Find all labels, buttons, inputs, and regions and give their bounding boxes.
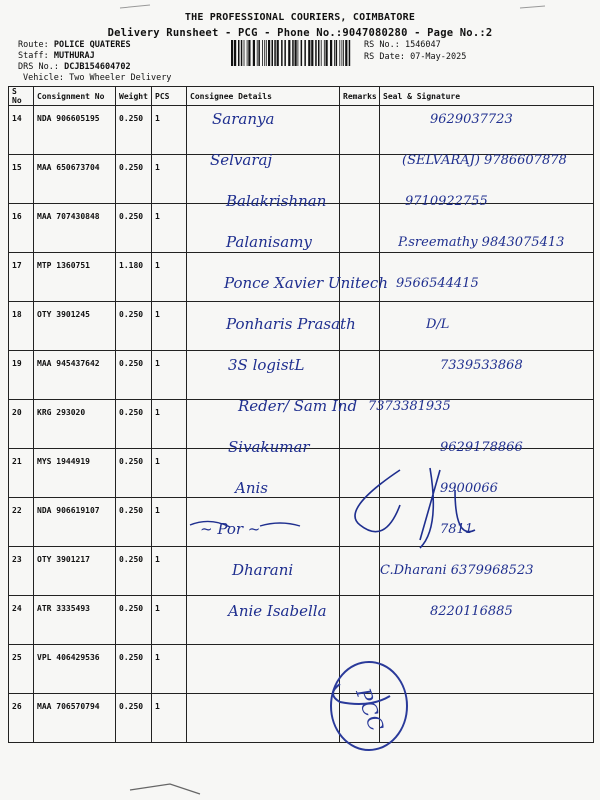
cell-pcs: 1 — [152, 645, 187, 694]
bottom-smudge — [130, 784, 200, 794]
cell-pcs: 1 — [152, 547, 187, 596]
cell-weight: 0.250 — [116, 204, 152, 253]
handwritten-signature: 9900066 — [440, 481, 498, 496]
cell-sno: 20 — [9, 400, 34, 449]
barcode-bar — [272, 40, 274, 66]
barcode-bar — [295, 40, 297, 66]
cell-consignee — [187, 645, 340, 694]
staff-line: Staff: MUTHURAJ — [18, 51, 95, 61]
handwritten-consignee: Palanisamy — [226, 233, 312, 251]
drs-value: DCJB154604702 — [64, 62, 131, 72]
cell-consignee — [187, 694, 340, 743]
rs-no-line: RS No.: 1546047 — [364, 40, 441, 50]
cell-pcs: 1 — [152, 596, 187, 645]
cell-pcs: 1 — [152, 498, 187, 547]
cell-sno: 26 — [9, 694, 34, 743]
handwritten-consignee: Anie Isabella — [228, 602, 327, 620]
barcode-bar — [238, 40, 240, 66]
cell-weight: 0.250 — [116, 645, 152, 694]
cell-sno: 25 — [9, 645, 34, 694]
staff-value: MUTHURAJ — [53, 51, 95, 61]
barcode-bar — [266, 40, 267, 66]
cell-sno: 22 — [9, 498, 34, 547]
barcode-bar — [345, 40, 347, 66]
handwritten-signature: 9710922755 — [405, 194, 488, 209]
table-row — [9, 645, 594, 694]
barcode-bar — [326, 40, 328, 66]
barcode-bar — [253, 40, 255, 66]
handwritten-signature: 7373381935 — [368, 399, 451, 414]
handwritten-signature: 7339533868 — [440, 358, 523, 373]
cell-consignment: MAA 707430848 — [34, 204, 116, 253]
barcode-bar — [292, 40, 294, 66]
cell-remarks — [340, 596, 380, 645]
cell-pcs: 1 — [152, 351, 187, 400]
table-header-row — [9, 87, 594, 106]
barcode-bar — [315, 40, 317, 66]
barcode — [231, 40, 351, 66]
cell-weight: 0.250 — [116, 694, 152, 743]
cell-weight: 0.250 — [116, 302, 152, 351]
handwritten-consignee: Balakrishnan — [226, 192, 327, 210]
handwritten-signature: 8220116885 — [430, 604, 513, 619]
cell-weight: 1.180 — [116, 253, 152, 302]
cell-weight: 0.250 — [116, 400, 152, 449]
cell-sno: 23 — [9, 547, 34, 596]
handwritten-consignee: Sivakumar — [228, 438, 310, 456]
cell-consignment: MAA 706570794 — [34, 694, 116, 743]
cell-signature — [380, 645, 594, 694]
cell-consignment: OTY 3901245 — [34, 302, 116, 351]
cell-remarks — [340, 547, 380, 596]
barcode-bar — [231, 40, 233, 66]
table-row — [9, 498, 594, 547]
barcode-bar — [308, 40, 310, 66]
rs-date-value: 07-May-2025 — [410, 52, 467, 62]
route-value: POLICE QUATERES — [53, 40, 131, 50]
handwritten-signature: 9629178866 — [440, 440, 523, 455]
rs-no-value: 1546047 — [404, 40, 441, 50]
drs-line: DRS No.: DCJB154604702 — [18, 62, 131, 72]
handwritten-signature: P.sreemathy 9843075413 — [398, 235, 565, 250]
cell-remarks — [340, 351, 380, 400]
cell-pcs: 1 — [152, 106, 187, 155]
col-pcs-header: PCS — [152, 87, 187, 106]
col-weight-header: Weight — [116, 87, 152, 106]
barcode-bar — [324, 40, 325, 66]
barcode-bar — [284, 40, 286, 66]
cell-signature — [380, 694, 594, 743]
handwritten-signature: 9566544415 — [396, 276, 479, 291]
rs-date-line: RS Date: 07-May-2025 — [364, 52, 467, 62]
barcode-bar — [258, 40, 260, 66]
handwritten-consignee: Anis — [235, 479, 268, 497]
cell-pcs: 1 — [152, 155, 187, 204]
barcode-bar — [339, 40, 340, 66]
cell-consignment: NDA 906605195 — [34, 106, 116, 155]
barcode-bar — [330, 40, 332, 66]
cell-sno: 21 — [9, 449, 34, 498]
cell-pcs: 1 — [152, 302, 187, 351]
cell-pcs: 1 — [152, 400, 187, 449]
handwritten-consignee: Selvaraj — [210, 151, 273, 169]
barcode-bar — [264, 40, 265, 66]
cell-consignment: OTY 3901217 — [34, 547, 116, 596]
cell-weight: 0.250 — [116, 547, 152, 596]
barcode-bar — [288, 40, 290, 66]
cell-sno: 16 — [9, 204, 34, 253]
col-remarks-header: Remarks — [340, 87, 380, 106]
cell-remarks — [340, 645, 380, 694]
cell-consignment: MYS 1944919 — [34, 449, 116, 498]
barcode-bar — [262, 40, 263, 66]
handwritten-consignee: Reder/ Sam Ind — [238, 397, 358, 415]
handwritten-signature: D/L — [426, 317, 450, 332]
barcode-bar — [244, 40, 245, 66]
cell-weight: 0.250 — [116, 106, 152, 155]
route-line: Route: POLICE QUATERES — [18, 40, 131, 50]
handwritten-consignee: 3S logistL — [228, 356, 305, 374]
cell-sno: 17 — [9, 253, 34, 302]
cell-signature — [380, 596, 594, 645]
barcode-bar — [248, 40, 250, 66]
col-signature-header: Seal & Signature — [380, 87, 594, 106]
table-row — [9, 694, 594, 743]
handwritten-signature: 7811 — [440, 522, 474, 537]
cell-consignment: NDA 906619107 — [34, 498, 116, 547]
cell-pcs: 1 — [152, 694, 187, 743]
handwritten-signature: 9629037723 — [430, 112, 513, 127]
cell-weight: 0.250 — [116, 155, 152, 204]
cell-weight: 0.250 — [116, 498, 152, 547]
top-smudge — [120, 5, 545, 8]
cell-consignment: MTP 1360751 — [34, 253, 116, 302]
col-consignment-header: Consignment No — [34, 87, 116, 106]
barcode-bar — [304, 40, 306, 66]
handwritten-consignee: Ponharis Prasath — [226, 315, 356, 333]
barcode-bar — [301, 40, 303, 66]
vehicle-value: Two Wheeler Delivery — [69, 73, 172, 83]
cell-weight: 0.250 — [116, 596, 152, 645]
handwritten-signature: C.Dharani 6379968523 — [380, 563, 534, 578]
cell-sno: 18 — [9, 302, 34, 351]
barcode-bar — [298, 40, 299, 66]
handwritten-consignee: Dharani — [232, 561, 294, 579]
cell-sno: 19 — [9, 351, 34, 400]
barcode-bar — [343, 40, 344, 66]
handwritten-consignee: ~ Por ~ — [200, 520, 261, 538]
barcode-bar — [247, 40, 248, 66]
barcode-bar — [336, 40, 338, 66]
barcode-bar — [342, 40, 343, 66]
handwritten-consignee: Ponce Xavier Unitech — [224, 274, 388, 292]
cell-sno: 14 — [9, 106, 34, 155]
cell-consignment: MAA 945437642 — [34, 351, 116, 400]
col-sno-header: S No — [9, 87, 34, 106]
barcode-bar — [268, 40, 270, 66]
barcode-bar — [257, 40, 258, 66]
cell-sno: 15 — [9, 155, 34, 204]
runsheet-subtitle: Delivery Runsheet - PCG - Phone No.:9047080280 - Page No.:2 — [107, 27, 493, 39]
cell-signature — [380, 498, 594, 547]
cell-remarks — [340, 498, 380, 547]
barcode-bar — [334, 40, 335, 66]
vehicle-line: Vehicle: Two Wheeler Delivery — [23, 73, 172, 83]
cell-remarks — [340, 694, 380, 743]
barcode-bar — [349, 40, 351, 66]
barcode-bar — [277, 40, 279, 66]
col-consignee-header: Consignee Details — [187, 87, 340, 106]
cell-consignment: VPL 406429536 — [34, 645, 116, 694]
stamp-text: PCC — [351, 684, 389, 735]
cell-consignment: MAA 650673704 — [34, 155, 116, 204]
cell-pcs: 1 — [152, 449, 187, 498]
cell-consignment: KRG 293020 — [34, 400, 116, 449]
cell-signature — [380, 302, 594, 351]
cell-pcs: 1 — [152, 204, 187, 253]
cell-weight: 0.250 — [116, 449, 152, 498]
handwritten-signature: (SELVARAJ) 9786607878 — [402, 153, 567, 168]
cell-remarks — [340, 449, 380, 498]
cell-pcs: 1 — [152, 253, 187, 302]
cell-sno: 24 — [9, 596, 34, 645]
barcode-bar — [321, 40, 322, 66]
cell-remarks — [340, 204, 380, 253]
cell-weight: 0.250 — [116, 351, 152, 400]
barcode-bar — [241, 40, 243, 66]
cell-consignment: ATR 3335493 — [34, 596, 116, 645]
cell-remarks — [340, 155, 380, 204]
barcode-bar — [281, 40, 283, 66]
barcode-bar — [311, 40, 313, 66]
cell-remarks — [340, 106, 380, 155]
barcode-bar — [274, 40, 276, 66]
barcode-bar — [234, 40, 236, 66]
barcode-bar — [318, 40, 320, 66]
handwritten-consignee: Saranya — [212, 110, 275, 128]
company-title: THE PROFESSIONAL COURIERS, COIMBATORE — [184, 12, 416, 23]
